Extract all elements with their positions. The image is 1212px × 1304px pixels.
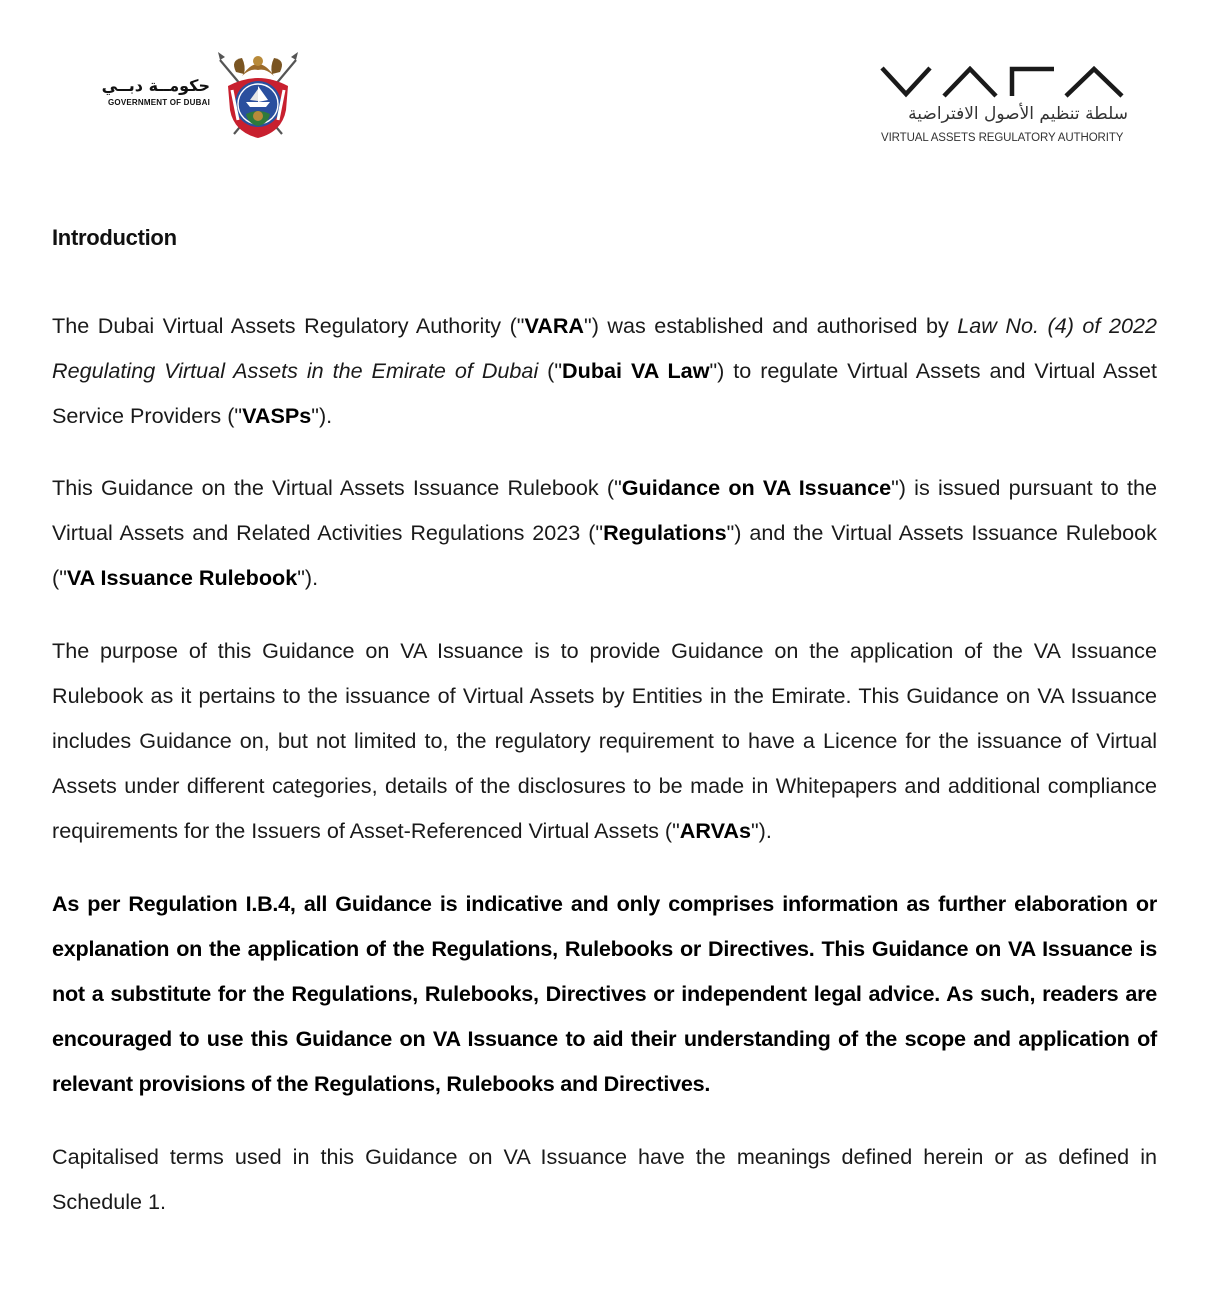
defined-term-arvas: ARVAs (679, 818, 751, 843)
government-of-dubai-logo (72, 46, 304, 142)
text-run: "). (297, 565, 319, 590)
paragraph-guidance-disclaimer: As per Regulation I.B.4, all Guidance is indicative and only comprises information as further elaboration or explanation on the application of the Regulations, Rulebooks or Directives. This Guidance on VA Issuance is not a substitute for the Regulations, Rulebooks, Directives or independent legal advice. As such, readers are encouraged to use this Guidance on VA Issuance to aid their understanding of the scope and application of relevant provisions of the Regulations, Rulebooks and Directives. (52, 891, 1157, 1096)
text-run: "). (311, 403, 333, 428)
vara-logo-english: VIRTUAL ASSETS REGULATORY AUTHORITY (881, 132, 1124, 144)
vara-logo (878, 66, 1138, 156)
gov-logo-text (76, 76, 210, 107)
vara-wordmark-icon (878, 66, 1128, 98)
paragraph-guidance-issuance (52, 465, 1157, 600)
defined-term-va-issuance-rulebook: VA Issuance Rulebook (66, 565, 298, 590)
paragraph-purpose (52, 628, 1157, 853)
text-run: (" (538, 358, 563, 383)
document-header (0, 0, 1212, 180)
law-citation: Law No. (4) of 2022 Regulating Virtual Assets in the Emirate of Dubai (52, 313, 1157, 383)
defined-term-vara: VARA (524, 313, 585, 338)
text-run: ") is issued pursuant to the Virtual Assets and Related Activities Regulations 2023 (" (52, 475, 1158, 545)
defined-term-guidance-on-va-issuance: Guidance on VA Issuance (621, 475, 892, 500)
text-run: ") was established and authorised by (584, 313, 958, 338)
document-body (52, 216, 1157, 1224)
gov-logo-arabic: حكومــة دبــي (101, 76, 210, 95)
vara-logo-arabic: سلطة تنظيم الأصول الافتراضية (908, 104, 1128, 124)
defined-term-vasps: VASPs (242, 403, 312, 428)
section-heading: Introduction (52, 225, 177, 250)
paragraph-capitalised-terms: Capitalised terms used in this Guidance on VA Issuance have the meanings defined herein or as defined in Schedule 1. (52, 1144, 1157, 1214)
dubai-government-emblem-icon (212, 46, 304, 142)
paragraph-vara-establishment (52, 303, 1157, 438)
text-run: The purpose of this Guidance on VA Issuance is to provide Guidance on the application of the VA Issuance Rulebook as it pertains to the issuance of Virtual Assets by Entities in the Emirate. This Guidance on VA Issuance includes Guidance on, but not limited to, the regulatory requirement to have a Licence for the issuance of Virtual Assets under different categories, details of the disclosures to be made in Whitepapers and additional compliance requirements for the Issuers of Asset-Referenced Virtual Assets (" (52, 638, 1157, 843)
defined-term-dubai-va-law: Dubai VA Law (562, 358, 710, 383)
gov-logo-english: GOVERNMENT OF DUBAI (107, 98, 210, 107)
text-run: The Dubai Virtual Assets Regulatory Authority (" (52, 313, 525, 338)
text-run: ") and the Virtual Assets Issuance Rulebook (" (52, 520, 1157, 590)
text-run: "). (750, 818, 772, 843)
text-run: ") to regulate Virtual Assets and Virtual Asset Service Providers (" (52, 358, 1157, 428)
defined-term-regulations: Regulations (603, 520, 727, 545)
text-run: This Guidance on the Virtual Assets Issuance Rulebook (" (52, 475, 622, 500)
